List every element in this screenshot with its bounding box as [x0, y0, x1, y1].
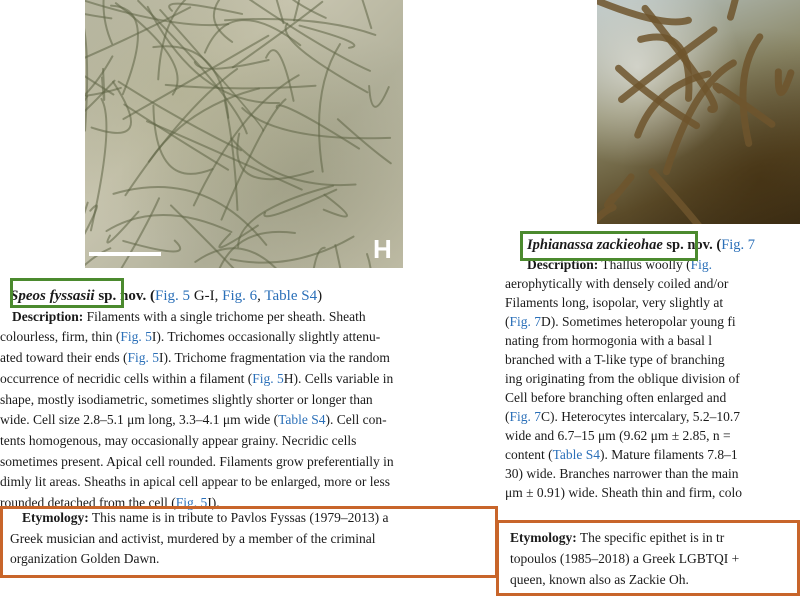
right-species-heading: Iphianassa zackieohae sp. nov. (Fig. 7 [527, 237, 756, 253]
ref-link[interactable]: Fig. 7 [721, 237, 756, 253]
text-line: ing originating from the oblique division of [505, 371, 740, 386]
text-line: wide. Cell size 2.8–5.1 μm long, 3.3–4.1 μm wide (Table S4). Cell con- [0, 412, 387, 428]
right-description-first: Description: Thallus woolly (Fig. [527, 257, 713, 272]
panel-label: H [373, 234, 392, 264]
text-line: aerophytically with densely coiled and/or [505, 276, 729, 291]
filament-stroke [319, 44, 340, 172]
text-line: ated toward their ends (Fig. 5I). Trichome fragmentation via the random [0, 350, 390, 366]
filament-stroke [778, 72, 791, 93]
text-line: (Fig. 7D). Sometimes heteropolar young fi [505, 314, 736, 329]
filament-stroke [238, 186, 333, 247]
text-line: branched with a T-like type of branching [505, 352, 725, 367]
ref-link[interactable]: Fig. 7 [509, 409, 542, 424]
filament-stroke [106, 215, 231, 232]
micrograph-left [85, 0, 403, 268]
highlight-box-etymology-right [496, 520, 800, 596]
text-line: wide and 6.7–15 μm (9.62 μm ± 2.85, n = [505, 428, 731, 443]
right-etymology: Etymology: The specific epithet is in tr topoulos (1985–2018) a Greek LGBTQI + queen, known also as Zackie Oh. [510, 530, 740, 587]
filament-stroke [166, 85, 316, 88]
filament-stroke [341, 0, 371, 28]
filament-stroke [369, 86, 389, 107]
species-name-right: Iphianassa zackieohae [527, 237, 663, 253]
filament-stroke [97, 198, 159, 268]
ref-link[interactable]: Fig. 5 [155, 288, 191, 304]
left-species-heading: Speos fyssasii sp. nov. (Fig. 5 G-I, Fig. 6, Table S4) [10, 288, 323, 304]
filament-stroke [231, 138, 355, 185]
ref-link[interactable]: Table S4 [278, 412, 326, 428]
text-line: shape, mostly isodiametric, sometimes slightly shorter or longer than [0, 391, 373, 407]
filament-stroke [85, 203, 88, 268]
filament-stroke [330, 254, 372, 268]
text-line: dimly lit areas. Sheaths in apical cell appear to be enlarged, more or less [0, 474, 390, 490]
right-species-section [505, 236, 800, 502]
filament-stroke [743, 37, 760, 144]
filament-stroke [214, 0, 232, 42]
filament-stroke [85, 56, 112, 122]
text-line: Filaments long, isopolar, very slightly at [505, 295, 724, 310]
text-line: nating from hormogonia with a basal l [505, 333, 712, 348]
filament-stroke [233, 2, 322, 68]
text-line: sometimes present. Apical cell rounded. Filaments grow preferentially in [0, 453, 394, 469]
text-line: 30) wide. Branches narrower than the main [505, 466, 739, 481]
filament-stroke [652, 172, 727, 224]
highlight-box-etymology-left [0, 506, 498, 578]
filaments-left-graphic [85, 0, 403, 268]
text-line: rounded detached from the cell (Fig. 5I). [0, 495, 220, 511]
micrograph-right [597, 0, 800, 224]
etymology-label: Etymology: [510, 530, 577, 545]
left-species-section [0, 286, 496, 514]
scale-bar [89, 252, 161, 256]
text-line: Cell before branching often enlarged and [505, 390, 727, 405]
filament-stroke [102, 69, 104, 100]
ref-link[interactable]: Fig. 7 [509, 314, 542, 329]
filament-stroke [195, 248, 295, 268]
filament-stroke [335, 245, 352, 268]
species-name-left: Speos fyssasii [10, 288, 95, 304]
filament-stroke [85, 0, 87, 131]
text-line: (Fig. 7C). Heterocytes intercalary, 5.2–10.7 [505, 409, 740, 424]
text-line: colourless, firm, thin (Fig. 5I). Trichomes occasionally slightly attenu- [0, 329, 381, 345]
highlight-box-species-right [520, 231, 698, 261]
filament-stroke [597, 1, 688, 22]
filament-stroke [730, 0, 740, 17]
filament-stroke [231, 237, 354, 263]
text-line: Description: Filaments with a single trichome per sheath. Sheath [12, 308, 366, 324]
ref-link[interactable]: Fig. 5 [175, 495, 208, 511]
filaments-right-graphic [597, 0, 800, 224]
filament-stroke [194, 75, 299, 205]
filament-stroke [277, 0, 325, 18]
filament-stroke [607, 177, 631, 205]
filament-stroke [324, 195, 347, 217]
filament-stroke [266, 50, 293, 101]
filament-stroke [124, 105, 228, 170]
left-etymology: Etymology: This name is in tribute to Pavlos Fyssas (1979–2013) a Greek musician and activist, murdered by a member of the criminal organization Golden Dawn. [10, 510, 389, 567]
etymology-label: Etymology: [22, 510, 89, 525]
filament-stroke [153, 105, 212, 173]
ref-link[interactable]: Table S4 [552, 447, 601, 462]
highlight-box-species-left [10, 278, 124, 308]
filament-stroke [147, 121, 302, 189]
ref-link[interactable]: Fig. 5 [252, 370, 284, 386]
filament-stroke [597, 207, 613, 224]
filament-stroke [91, 99, 107, 230]
text-line: tents homogenous, may occasionally appear grainy. Necridic cells [0, 432, 357, 448]
text-line: occurrence of necridic cells within a filament (Fig. 5H). Cells variable in [0, 370, 394, 386]
ref-link[interactable]: Fig. 6 [222, 288, 258, 304]
ref-link[interactable]: Fig. 5 [127, 350, 159, 366]
ref-link[interactable]: Fig. 5 [120, 329, 152, 345]
ref-link[interactable]: Table S4 [264, 288, 318, 304]
text-line: content (Table S4). Mature filaments 7.8–1 [505, 447, 738, 462]
right-description [505, 274, 800, 502]
filament-stroke [264, 190, 336, 217]
left-description [0, 307, 496, 514]
text-line: μm ± 0.91) wide. Sheath thin and firm, colo [505, 485, 742, 500]
